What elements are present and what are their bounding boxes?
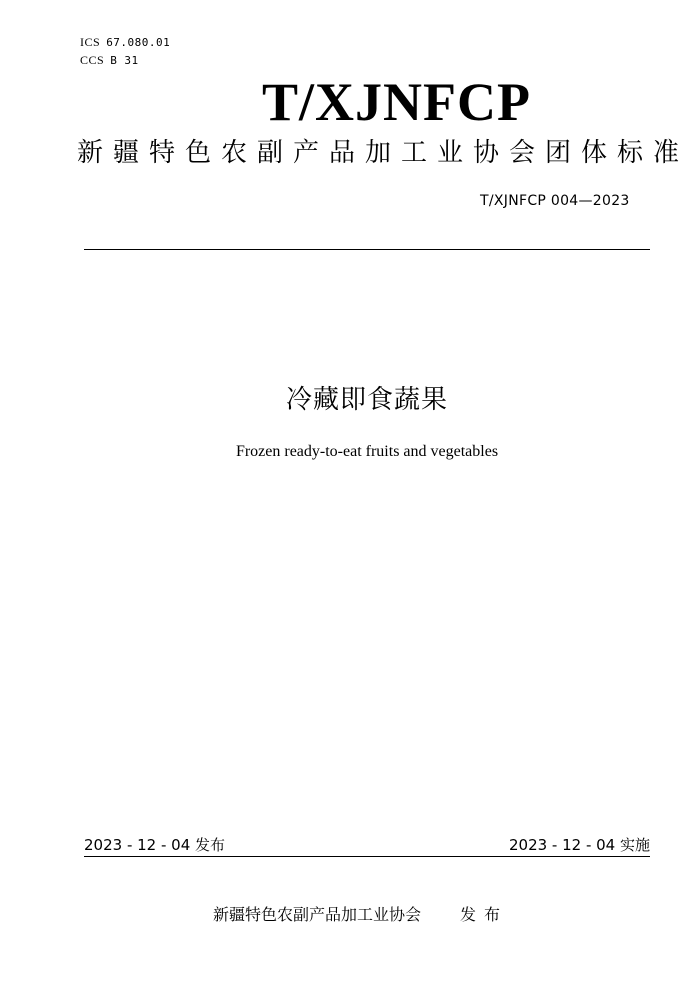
ics-line [80,35,170,50]
bottom-divider [84,856,650,857]
standard-code: T/XJNFCP 004—2023 [480,193,630,209]
ics-label: ICS [80,35,101,49]
ccs-label: CCS [80,53,105,67]
ccs-line [80,53,139,68]
top-divider [84,249,650,250]
ccs-code: B 31 [110,54,139,67]
issue-date: 2023 - 12 - 04 发布 [84,836,226,854]
effective-date: 2023 - 12 - 04 实施 [508,836,650,854]
title-english: Frozen ready-to-eat fruits and vegetables [235,443,499,460]
standard-mark: T/XJNFCP [262,72,531,132]
organization-title: 新疆特色农副产品加工业协会团体标准 [77,138,690,168]
title-chinese: 冷藏即食蔬果 [285,385,448,415]
issue-word: 发布 [460,905,509,924]
ics-code: 67.080.01 [106,36,171,49]
issuer-name: 新疆特色农副产品加工业协会 [213,905,422,924]
